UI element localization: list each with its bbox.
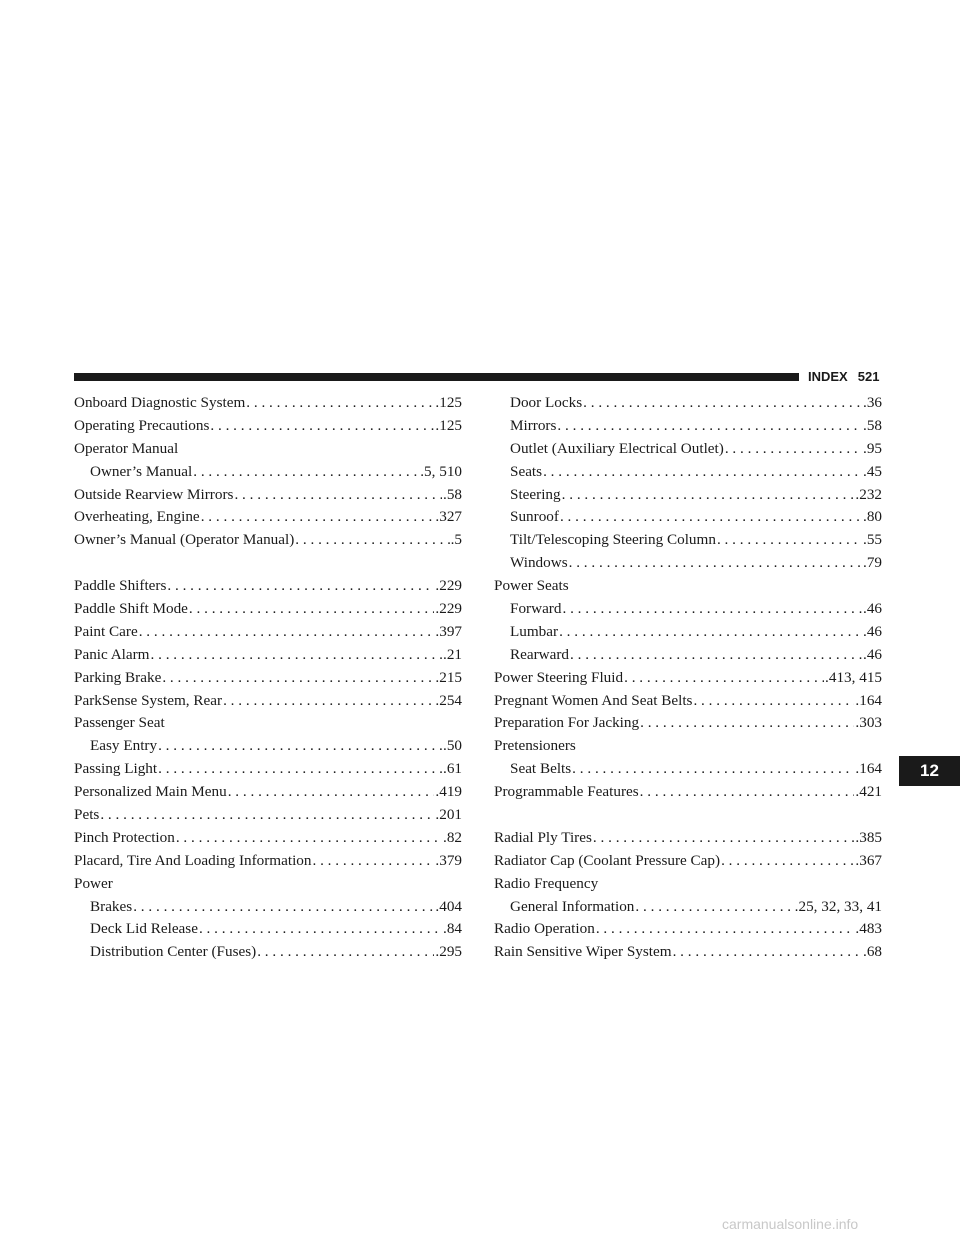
index-sub-entry (74, 941, 462, 964)
index-entry (494, 850, 882, 873)
index-entry (74, 758, 462, 781)
entry-page-ref[interactable]: .5, 510 (420, 462, 462, 480)
dot-leader (562, 484, 855, 507)
index-entry (74, 804, 462, 827)
entry-page-ref[interactable]: .21 (443, 645, 462, 663)
index-heading: Operator Manual (74, 439, 179, 457)
index-entry (74, 827, 462, 850)
entry-page-ref[interactable]: .45 (863, 462, 882, 480)
entry-page-ref[interactable]: .55 (863, 531, 882, 549)
entry-label: Owner’s Manual (90, 462, 193, 480)
entry-label: Forward (510, 600, 562, 618)
entry-page-ref[interactable]: .84 (443, 920, 462, 938)
index-entry (74, 598, 462, 621)
entry-page-ref[interactable]: .79 (863, 554, 882, 572)
index-entry (494, 941, 882, 964)
index-entry (74, 621, 462, 644)
index-sub-entry (494, 438, 882, 461)
entry-page-ref[interactable]: .25, 32, 33, 41 (794, 897, 882, 915)
entry-page-ref[interactable]: .164 (855, 760, 882, 778)
index-sub-entry (494, 506, 882, 529)
entry-label: Overheating, Engine (74, 508, 200, 526)
entry-page-ref[interactable]: .404 (435, 897, 462, 915)
dot-leader (151, 644, 443, 667)
entry-page-ref[interactable]: .327 (435, 508, 462, 526)
index-entry (74, 506, 462, 529)
entry-label: Sunroof (510, 508, 559, 526)
dot-leader (717, 529, 862, 552)
entry-label: Radial Ply Tires (494, 828, 592, 846)
index-heading: Pretensioners (494, 737, 576, 755)
dot-leader (569, 552, 862, 575)
entry-page-ref[interactable]: .58 (443, 485, 462, 503)
entry-label: Easy Entry (90, 737, 158, 755)
entry-page-ref[interactable]: .36 (863, 394, 882, 411)
entry-page-ref[interactable]: .413, 415 (825, 668, 882, 686)
dot-leader (640, 781, 855, 804)
dot-leader (193, 461, 419, 484)
entry-label: Pets (74, 806, 100, 824)
entry-label: Mirrors (510, 416, 557, 434)
index-entry (74, 484, 462, 507)
header-page-number: 521 (857, 369, 880, 384)
entry-page-ref[interactable]: .295 (435, 943, 462, 961)
entry-page-ref[interactable]: .95 (863, 439, 882, 457)
entry-label: Distribution Center (Fuses) (90, 943, 257, 961)
entry-page-ref[interactable]: .483 (855, 920, 882, 938)
entry-label: Outlet (Auxiliary Electrical Outlet) (510, 439, 724, 457)
entry-label: Windows (510, 554, 568, 572)
entry-label: Radiator Cap (Coolant Pressure Cap) (494, 851, 721, 869)
index-entry (74, 667, 462, 690)
entry-label: Tilt/Telescoping Steering Column (510, 531, 716, 549)
dot-leader (246, 392, 434, 415)
entry-label: ParkSense System, Rear (74, 691, 223, 709)
entry-label: General Information (510, 897, 635, 915)
dot-leader (133, 896, 434, 919)
entry-label: Passing Light (74, 760, 158, 778)
entry-page-ref[interactable]: .232 (855, 485, 882, 503)
dot-leader (312, 850, 434, 873)
running-header (808, 369, 892, 385)
dot-leader (725, 438, 862, 461)
dot-leader (257, 941, 434, 964)
index-entry (494, 827, 882, 850)
index-sub-entry (494, 461, 882, 484)
entry-label: Paint Care (74, 622, 138, 640)
entry-label: Parking Brake (74, 668, 162, 686)
entry-page-ref[interactable]: .50 (443, 737, 462, 755)
index-entry (74, 415, 462, 438)
dot-leader (176, 827, 442, 850)
index-entry (74, 392, 462, 415)
dot-leader (162, 667, 434, 690)
entry-page-ref[interactable]: .80 (863, 508, 882, 526)
dot-leader (693, 690, 854, 713)
entry-label: Deck Lid Release (90, 920, 198, 938)
index-sub-entry (494, 415, 882, 438)
dot-leader (189, 598, 435, 621)
index-column-left (74, 392, 462, 964)
entry-label: Paddle Shifters (74, 577, 167, 595)
index-sub-entry (494, 484, 882, 507)
entry-label: Brakes (90, 897, 133, 915)
dot-leader (560, 506, 862, 529)
entry-label: Outside Rearview Mirrors (74, 485, 234, 503)
index-heading: Power Seats (494, 577, 569, 595)
entry-page-ref[interactable]: .367 (855, 851, 882, 869)
index-entry (494, 667, 882, 690)
entry-page-ref[interactable]: .125 (435, 394, 462, 411)
dot-leader (673, 941, 862, 964)
entry-label: Door Locks (510, 394, 583, 411)
dot-leader (295, 529, 449, 552)
dot-leader (559, 621, 862, 644)
entry-page-ref[interactable]: .419 (435, 783, 462, 801)
dot-leader (223, 690, 434, 713)
entry-page-ref[interactable]: .303 (855, 714, 882, 732)
index-entry (74, 644, 462, 667)
index-heading: Power (74, 874, 113, 892)
chapter-tab[interactable]: 12 (899, 756, 960, 786)
section-gap (494, 804, 882, 827)
dot-leader (593, 827, 855, 850)
entry-label: Rearward (510, 645, 570, 663)
index-sub-entry (494, 644, 882, 667)
entry-page-ref[interactable]: .61 (443, 760, 462, 778)
entry-page-ref[interactable]: .5 (450, 531, 462, 549)
index-sub-entry (494, 529, 882, 552)
index-entry (74, 690, 462, 713)
header-title: INDEX (808, 369, 848, 384)
index-entry (74, 850, 462, 873)
index-entry (74, 529, 462, 552)
dot-leader (596, 918, 855, 941)
entry-page-ref[interactable]: .58 (863, 416, 882, 434)
dot-leader (640, 712, 854, 735)
dot-leader (158, 735, 442, 758)
entry-page-ref[interactable]: .46 (863, 645, 882, 663)
index-sub-entry (494, 758, 882, 781)
entry-label: Owner’s Manual (Operator Manual) (74, 531, 295, 549)
index-sub-entry (494, 552, 882, 575)
entry-label: Steering (510, 485, 561, 503)
index-column-right (494, 392, 882, 964)
entry-label: Paddle Shift Mode (74, 600, 188, 618)
dot-leader (624, 667, 824, 690)
index-entry (494, 690, 882, 713)
dot-leader (721, 850, 854, 873)
dot-leader (158, 758, 442, 781)
entry-page-ref[interactable]: .229 (435, 577, 462, 595)
index-sub-entry (74, 918, 462, 941)
index-entry (74, 781, 462, 804)
dot-leader (583, 392, 862, 415)
dot-leader (234, 484, 442, 507)
dot-leader (543, 461, 862, 484)
dot-leader (557, 415, 862, 438)
watermark: carmanualsonline.info (722, 1216, 859, 1232)
dot-leader (228, 781, 435, 804)
entry-page-ref[interactable]: .201 (435, 806, 462, 824)
index-sub-entry (74, 896, 462, 919)
entry-page-ref[interactable]: .229 (435, 600, 462, 618)
section-gap (74, 552, 462, 575)
entry-label: Onboard Diagnostic System (74, 394, 246, 411)
entry-label: Lumbar (510, 622, 559, 640)
entry-label: Seat Belts (510, 760, 572, 778)
dot-leader (572, 758, 854, 781)
entry-label: Preparation For Jacking (494, 714, 640, 732)
entry-page-ref[interactable]: .254 (435, 691, 462, 709)
entry-page-ref[interactable]: .82 (443, 828, 462, 846)
index-sub-entry (494, 621, 882, 644)
entry-label: Radio Operation (494, 920, 595, 938)
entry-label: Panic Alarm (74, 645, 150, 663)
index-entry (494, 781, 882, 804)
dot-leader (201, 506, 435, 529)
dot-leader (210, 415, 434, 438)
entry-label: Power Steering Fluid (494, 668, 624, 686)
entry-page-ref[interactable]: .397 (435, 622, 462, 640)
dot-leader (570, 644, 862, 667)
entry-label: Rain Sensitive Wiper System (494, 943, 672, 961)
entry-label: Pregnant Women And Seat Belts (494, 691, 693, 709)
entry-label: Operating Precautions (74, 416, 210, 434)
index-heading: Passenger Seat (74, 714, 165, 732)
dot-leader (199, 918, 442, 941)
entry-page-ref[interactable]: .46 (863, 600, 882, 618)
entry-page-ref[interactable]: .379 (435, 851, 462, 869)
index-sub-entry (74, 735, 462, 758)
dot-leader (167, 575, 434, 598)
entry-label: Personalized Main Menu (74, 783, 227, 801)
index-entry (494, 712, 882, 735)
entry-page-ref[interactable]: .164 (855, 691, 882, 709)
entry-page-ref[interactable]: .421 (855, 783, 882, 801)
entry-label: Programmable Features (494, 783, 639, 801)
dot-leader (100, 804, 434, 827)
index-sub-entry (494, 598, 882, 621)
index-entry (494, 918, 882, 941)
index-sub-entry (74, 461, 462, 484)
entry-label: Pinch Protection (74, 828, 175, 846)
header-rule (74, 373, 799, 381)
dot-leader (139, 621, 435, 644)
index-entry (74, 575, 462, 598)
index-sub-entry (494, 392, 882, 415)
entry-page-ref[interactable]: .385 (855, 828, 882, 846)
index-heading: Radio Frequency (494, 874, 599, 892)
dot-leader (562, 598, 862, 621)
dot-leader (635, 896, 793, 919)
entry-page-ref[interactable]: .46 (863, 622, 882, 640)
entry-page-ref[interactable]: .215 (435, 668, 462, 686)
entry-page-ref[interactable]: .125 (435, 416, 462, 434)
entry-page-ref[interactable]: .68 (863, 943, 882, 961)
entry-label: Seats (510, 462, 543, 480)
index-sub-entry (494, 896, 882, 919)
entry-label: Placard, Tire And Loading Information (74, 851, 312, 869)
